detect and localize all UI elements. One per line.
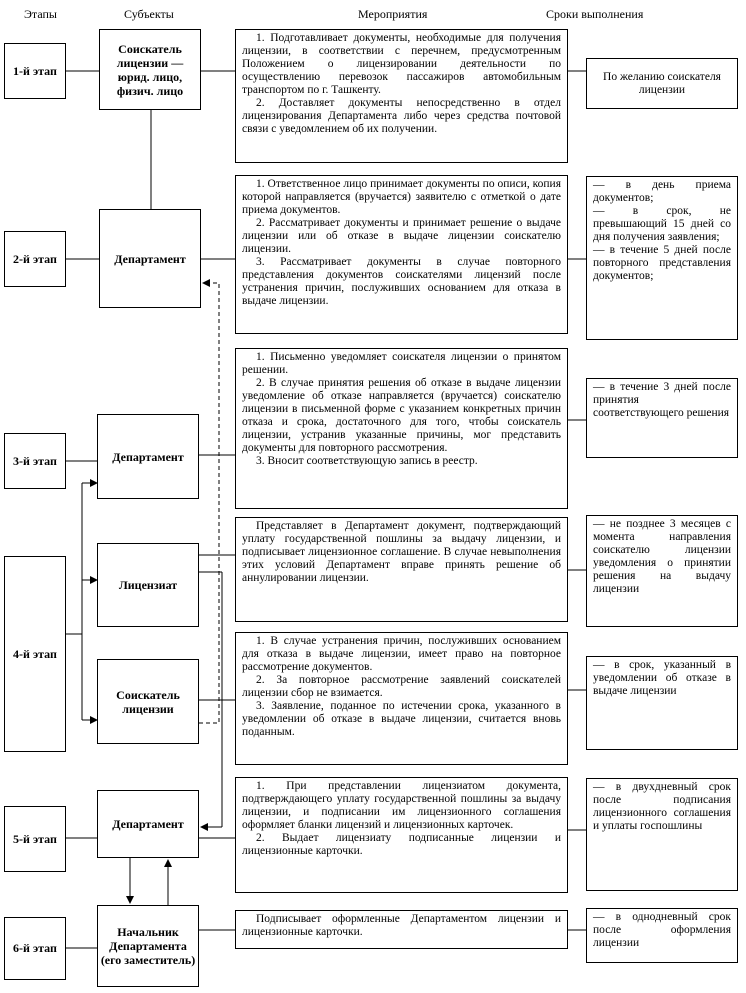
term-text: — в двухдневный срок после подписания лицензионного соглашения и уплаты госпошлины: [593, 781, 731, 832]
activity-text: Представляет в Департамент документ, подтверждающий уплату государственной пошлины за выдачу лицензии, и подписывает лицензионное соглашение. В случае невыполнения этих условий Департамент вправе принять решение об аннулировании лицензии.: [242, 520, 561, 584]
terms-stage-6: [586, 908, 738, 963]
term-text: — в срок, указанный в уведомлении об отказе в выдаче лицензии: [593, 659, 731, 697]
subject-head-of-department: Начальник Департамента (его заместитель): [97, 905, 199, 987]
activity-text: 3. Заявление, поданное по истечении срока, указанного в уведомлении об отказе в выдаче лицензии, считается вновь поданным.: [242, 700, 561, 738]
header-activities: Мероприятия: [358, 7, 428, 21]
term-text: По желанию соискателя лицензии: [603, 70, 721, 96]
term-text: — не позднее 3 месяцев с момента направления соискателю лицензии уведомления о принятии решения на выдачу лицензии: [593, 518, 731, 595]
term-text: — в течение 5 дней после повторного представления документов;: [593, 244, 731, 282]
activity-text: 1. Письменно уведомляет соискателя лицензии о принятом решении.: [242, 351, 561, 376]
subject-department-stage5: Департамент: [97, 790, 199, 858]
header-stages: Этапы: [24, 7, 57, 21]
subject-department-stage3: Департамент: [97, 414, 199, 499]
terms-stage-1: [586, 58, 738, 109]
subject-licensee: Лицензиат: [97, 543, 199, 627]
activity-text: Подписывает оформленные Департаментом лицензии и лицензионные карточки.: [242, 913, 561, 938]
activity-text: 2. В случае принятия решения об отказе в выдаче лицензии уведомление об отказе направляется (вручается) соискателю лицензии в письменной форме с указанием конкретных причин отказа и срока, достаточного для того, чтобы соискатель лицензии, устранив указанные причины, мог представить документы для повторного рассмотрения.: [242, 377, 561, 454]
terms-stage-5: [586, 778, 738, 891]
activity-text: 1. В случае устранения причин, послуживших основанием для отказа в выдаче лицензии, имеет право на повторное рассмотрение документов.: [242, 635, 561, 673]
activity-text: 3. Вносит соответствующую запись в реестр.: [256, 455, 478, 467]
term-text: — в однодневный срок после оформления лицензии: [593, 911, 731, 949]
activities-stage-2: [235, 175, 568, 334]
activities-stage-4-applicant: [235, 632, 568, 765]
activity-text: 1. Подготавливает документы, необходимые для получения лицензии, в соответствии с перечнем, предусмотренным Положением о лицензировании деятельности по осуществлению перевозок пассажиров автомобильным транспортом по г. Ташкенту.: [242, 32, 561, 96]
activity-text: 2. Рассматривает документы и принимает решение о выдаче лицензии или об отказе в выдаче лицензии соискателю лицензии.: [242, 217, 561, 255]
activities-stage-1: [235, 29, 568, 163]
activity-text: 2. За повторное рассмотрение заявлений соискателей лицензии сбор не взимается.: [242, 674, 561, 699]
activity-text: 1. При представлении лицензиатом документа, подтверждающего уплату государственной пошлины за выдачу лицензии, и подписании им лицензионного соглашения оформляет бланки лицензий и лицензионных карточек.: [242, 780, 561, 831]
header-terms: Сроки выполнения: [546, 7, 644, 21]
stage-6-box: 6-й этап: [4, 917, 66, 980]
term-text: — в течение 3 дней после принятия соответствующего решения: [593, 381, 731, 419]
header-subjects: Субъекты: [124, 7, 174, 21]
activities-stage-5: [235, 777, 568, 893]
stage-1-box: 1-й этап: [4, 43, 66, 99]
activity-text: 2. Доставляет документы непосредственно в отдел лицензирования Департамента либо через средства почтовой связи с уведомлением об их получении.: [242, 97, 561, 135]
stage-5-box: 5-й этап: [4, 806, 66, 872]
term-text: — в срок, не превышающий 15 дней со дня получения заявления;: [593, 205, 731, 243]
terms-stage-2: [586, 176, 738, 340]
stage-2-box: 2-й этап: [4, 231, 66, 287]
term-text: — в день приема документов;: [593, 179, 731, 204]
subject-applicant-stage4: Соискатель лицензии: [97, 659, 199, 744]
activities-stage-3: [235, 348, 568, 509]
activity-text: 1. Ответственное лицо принимает документы по описи, копия которой направляется (вручается) заявителю с отметкой о дате приема документов.: [242, 178, 561, 216]
terms-stage-4-applicant: [586, 656, 738, 750]
terms-stage-4-licensee: [586, 515, 738, 627]
subject-department-stage2: Департамент: [99, 209, 201, 308]
stage-4-box: 4-й этап: [4, 556, 66, 752]
activity-text: 3. Рассматривает документы в случае повторного представления документов соискателями лицензий после устранения причин, послуживших основанием для отказа в выдаче лицензии.: [242, 256, 561, 307]
terms-stage-3: [586, 378, 738, 458]
subject-applicant: Соискатель лицензии — юрид. лицо, физич. лицо: [99, 29, 201, 110]
stage-3-box: 3-й этап: [4, 433, 66, 489]
activities-stage-4-licensee: [235, 517, 568, 622]
activity-text: 2. Выдает лицензиату подписанные лицензии и лицензионные карточки.: [242, 832, 561, 857]
activities-stage-6: [235, 910, 568, 949]
